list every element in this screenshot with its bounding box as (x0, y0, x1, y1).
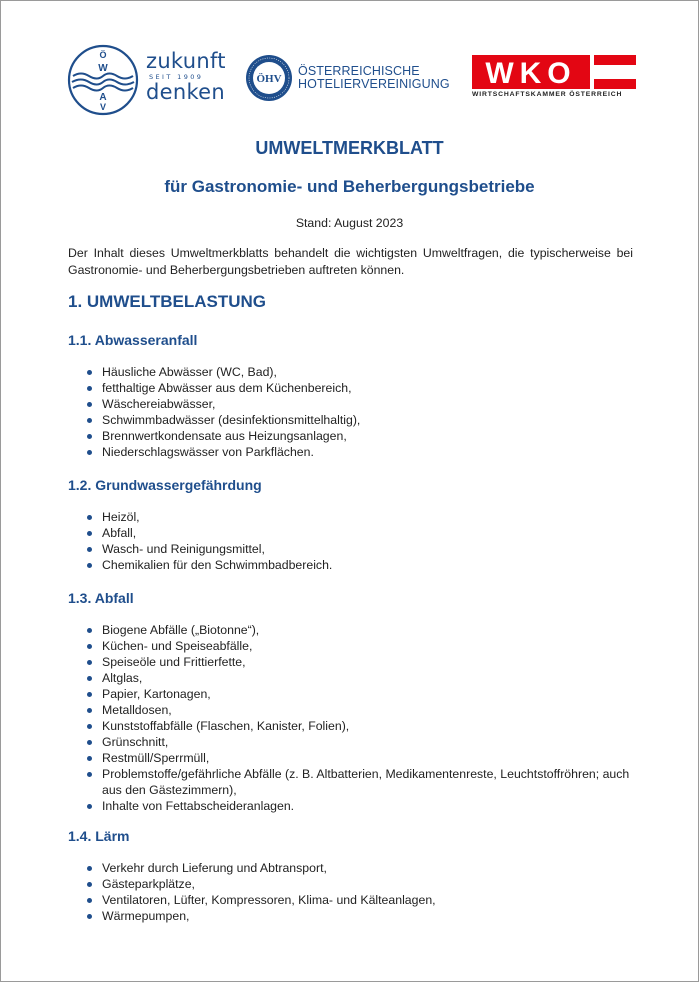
wko-subtitle: WIRTSCHAFTSKAMMER ÖSTERREICH (472, 91, 623, 98)
list-item: Metalldosen, (86, 702, 636, 718)
bullet-list-1-2 (86, 509, 636, 573)
list-item: Verkehr durch Lieferung und Abtransport, (86, 860, 636, 876)
oehv-seal-logo (245, 54, 293, 102)
document-subtitle: für Gastronomie- und Beherbergungsbetriebe (164, 177, 535, 196)
section-1-heading: 1. UMWELTBELASTUNG (68, 292, 267, 311)
list-item: Brennwertkondensate aus Heizungsanlagen, (86, 428, 636, 444)
oewav-logo (67, 44, 139, 116)
oewav-letter-w: W (98, 63, 108, 74)
bullet-list-1-4 (86, 860, 636, 924)
list-item: Speiseöle und Frittierfette, (86, 654, 636, 670)
zukunft-denken-logo (146, 50, 226, 102)
bullet-list-1-1 (86, 364, 636, 460)
list-item: Altglas, (86, 670, 636, 686)
subsection-heading-1-1: 1.1. Abwasseranfall (68, 332, 198, 348)
list-item: Küchen- und Speiseabfälle, (86, 638, 636, 654)
oehv-logo-text (298, 65, 450, 91)
oehv-line1: ÖSTERREICHISCHE (298, 64, 420, 78)
list-item: Niederschlagswässer von Parkflächen. (86, 444, 636, 460)
list-item: Wäschereiabwässer, (86, 396, 636, 412)
subsection-heading-1-4: 1.4. Lärm (68, 828, 130, 844)
list-item: Abfall, (86, 525, 636, 541)
oehv-seal-text: ÖHV (256, 73, 282, 85)
list-item: Schwimmbadwässer (desinfektionsmittelhaltig), (86, 412, 636, 428)
bullet-list-1-3 (86, 622, 636, 814)
seit-1909-text: SEIT 1909 (149, 73, 204, 81)
wko-letters: WKO (485, 57, 577, 90)
intro-paragraph: Der Inhalt dieses Umweltmerkblatts behandelt die wichtigsten Umweltfragen, die typischerweise bei Gastronomie- und Beherbergungsbetrieben auftreten können. (68, 246, 633, 277)
subsection-heading-1-3: 1.3. Abfall (68, 590, 134, 606)
list-item: Wasch- und Reinigungsmittel, (86, 541, 636, 557)
oewav-letter-v: V (99, 102, 107, 112)
list-item: Heizöl, (86, 509, 636, 525)
list-item: Ventilatoren, Lüfter, Kompressoren, Klima- und Kälteanlagen, (86, 892, 636, 908)
list-item: Gästeparkplätze, (86, 876, 636, 892)
list-item: Wärmepumpen, (86, 908, 636, 924)
zukunft-text: zukunft (146, 49, 226, 73)
list-item: Biogene Abfälle („Biotonne“), (86, 622, 636, 638)
logo-bar (1, 1, 698, 111)
oewav-letter-a: A (99, 92, 107, 103)
list-item: Kunststoffabfälle (Flaschen, Kanister, Folien), (86, 718, 636, 734)
oehv-line2: HOTELIERVEREINIGUNG (298, 77, 450, 91)
subsection-heading-1-2: 1.2. Grundwassergefährdung (68, 477, 262, 493)
list-item: Grünschnitt, (86, 734, 636, 750)
stand-date: Stand: August 2023 (295, 216, 404, 230)
list-item: Häusliche Abwässer (WC, Bad), (86, 364, 636, 380)
list-item: Restmüll/Sperrmüll, (86, 750, 636, 766)
list-item: fetthaltige Abwässer aus dem Küchenbereich, (86, 380, 636, 396)
list-item: Problemstoffe/gefährliche Abfälle (z. B. Altbatterien, Medikamentenreste, Leuchtstoffröhren; auch aus den Gästezimmern), (86, 766, 636, 798)
document-title: UMWELTMERKBLATT (255, 138, 444, 158)
list-item: Papier, Kartonagen, (86, 686, 636, 702)
oewav-letter-o: Ö (99, 50, 107, 60)
list-item: Chemikalien für den Schwimmbadbereich. (86, 557, 636, 573)
denken-text: denken (146, 80, 226, 104)
list-item: Inhalte von Fettabscheideranlagen. (86, 798, 636, 814)
